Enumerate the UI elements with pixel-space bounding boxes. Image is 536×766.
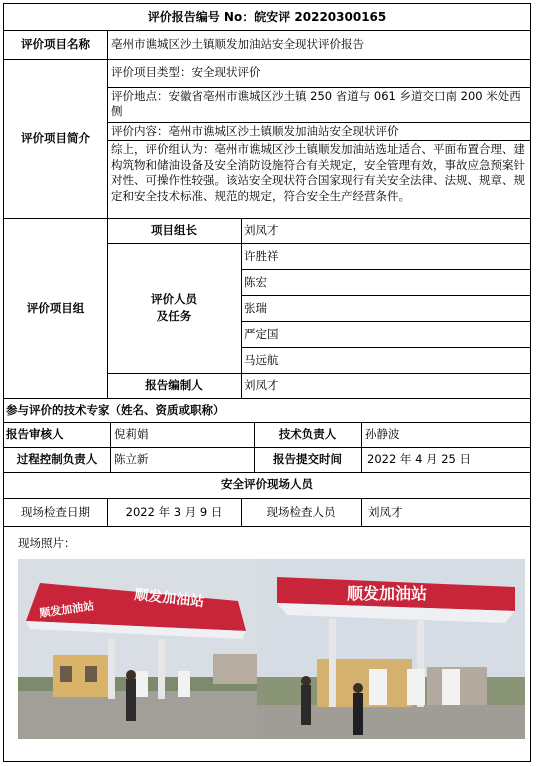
right-canopy-sign: 顺发加油站 <box>347 584 428 603</box>
auditor-label: 报告审核人 <box>6 427 64 441</box>
site-photo-left <box>18 559 257 739</box>
member-4: 严定国 <box>244 327 279 341</box>
site-inspector-value: 刘凤才 <box>368 505 403 519</box>
photos-label: 现场照片： <box>18 536 76 550</box>
leader-label: 项目组长 <box>151 223 197 237</box>
left-canopy-big-sign: 顺发加油站 <box>133 587 205 611</box>
site-date-value: 2022 年 3 月 9 日 <box>125 505 223 519</box>
experts-label: 参与评价的技术专家（姓名、资质或职称） <box>6 403 225 417</box>
site-photo-right <box>257 559 525 739</box>
summary-conclusion: 综上，评价组认为：亳州市谯城区沙土镇顺发加油站选址适合、平面布置合理、建构筑物和储油设备及安全消防设施符合有关规定，安全管理有效，事故应急预案针对性、可操作性较强。该站安全现状符合国家现行有关安全法律、法规、规章、规定和安全技术标准、规范的规定，符合安全生产经营条件。 <box>111 142 525 203</box>
project-name-value: 亳州市谯城区沙土镇顺发加油站安全现状评价报告 <box>111 37 364 51</box>
compiler-label: 报告编制人 <box>145 378 203 392</box>
summary-content: 评价内容：亳州市谯城区沙土镇顺发加油站安全现状评价 <box>111 124 399 138</box>
site-inspector-label: 现场检查人员 <box>266 505 336 519</box>
report-cover-table <box>3 3 531 762</box>
site-date-label: 现场检查日期 <box>21 505 90 519</box>
member-1: 许胜祥 <box>244 249 279 263</box>
members-label-line1: 评价人员 <box>151 292 197 306</box>
summary-type: 评价项目类型：安全现状评价 <box>111 65 261 79</box>
members-label-line2: 及任务 <box>156 309 192 323</box>
submit-value: 2022 年 4 月 25 日 <box>367 452 471 466</box>
summary-location: 评价地点：安徽省亳州市谯城区沙土镇 250 省道与 061 乡道交口南 200 米处西侧 <box>111 89 521 118</box>
summary-label: 评价项目简介 <box>21 131 90 145</box>
tech-label: 技术负责人 <box>278 427 337 441</box>
process-value: 陈立新 <box>114 452 149 466</box>
project-name-label: 评价项目名称 <box>21 37 90 51</box>
leader-value: 刘凤才 <box>244 223 279 237</box>
team-label: 评价项目组 <box>26 301 85 315</box>
site-section-label: 安全评价现场人员 <box>221 477 313 491</box>
auditor-value: 倪莉娟 <box>114 427 149 441</box>
tech-value: 孙静波 <box>365 427 400 441</box>
compiler-value: 刘凤才 <box>244 378 279 392</box>
member-2: 陈宏 <box>244 275 267 289</box>
member-3: 张瑞 <box>244 301 267 315</box>
process-label: 过程控制负责人 <box>16 452 98 466</box>
member-5: 马远航 <box>244 353 279 367</box>
submit-label: 报告提交时间 <box>273 452 342 466</box>
left-canopy-small-sign: 顺发加油站 <box>38 599 95 620</box>
report-number: 评价报告编号 No：皖安评 20220300165 <box>147 10 387 24</box>
